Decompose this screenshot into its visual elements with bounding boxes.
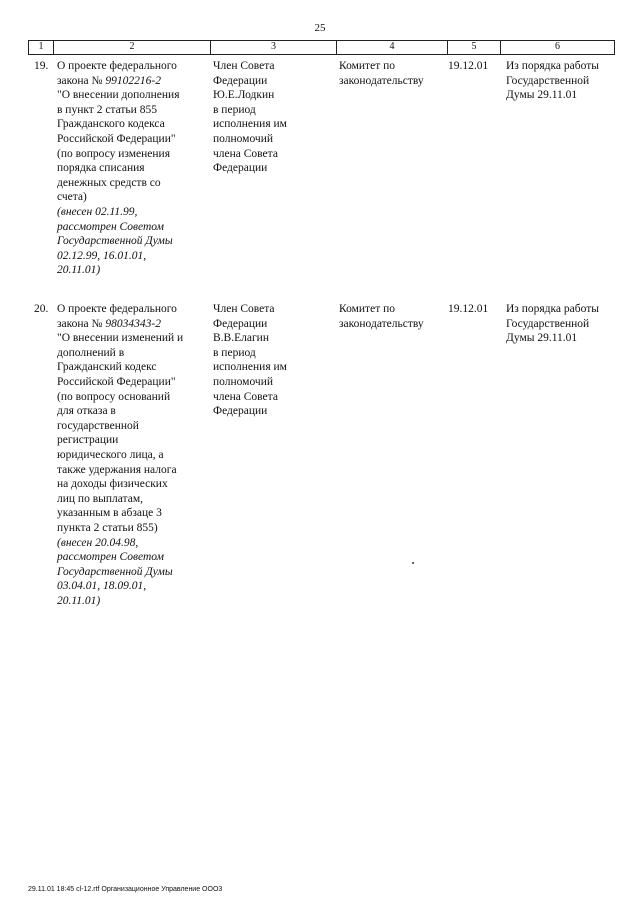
bill-title-cell — [53, 302, 210, 608]
bill-title-line: О проекте федерального — [57, 303, 177, 315]
bill-history-line: Государственной Думы — [57, 235, 173, 248]
sponsor-line: Ю.Е.Лодкин — [213, 89, 275, 102]
bill-title-line: Российской Федерации" — [57, 375, 176, 388]
bill-title-line: "О внесении изменений и — [57, 332, 184, 345]
sponsor-cell — [210, 59, 336, 278]
bill-title-line: лиц по выплатам, — [57, 492, 143, 505]
bill-title-line: Гражданский кодекс — [57, 361, 157, 374]
page-footer: 29.11.01 18:45 cl-12.rtf Организационное Управление ООО3 — [28, 886, 223, 893]
table-row — [28, 59, 614, 278]
bill-title-line: (по вопросу оснований — [57, 390, 171, 403]
sponsor-line: Член Совета — [213, 60, 275, 72]
committee-line: Комитет по — [339, 303, 395, 315]
sponsor-line: члена Совета — [213, 147, 278, 160]
committee-cell — [336, 59, 447, 278]
scan-speck — [412, 562, 414, 564]
bill-title-line: также удержания налога — [57, 463, 177, 476]
row-number: 19. — [34, 60, 49, 72]
sponsor-line: в период — [213, 103, 256, 116]
table-column-header-row — [28, 40, 615, 55]
bill-title-line: "О внесении дополнения — [57, 89, 180, 102]
bill-title-line: (по вопросу изменения — [57, 147, 171, 160]
bill-number-label: закона № — [57, 74, 106, 87]
bill-history-line: 20.11.01) — [57, 264, 101, 277]
committee-line: Комитет по — [339, 60, 395, 72]
date-cell: 19.12.01 — [448, 60, 489, 72]
bill-title-line: на доходы физических — [57, 478, 168, 491]
bill-title-line — [57, 317, 210, 332]
bill-title-line: в пункт 2 статьи 855 — [57, 103, 157, 116]
bill-title-line: счета) — [57, 191, 87, 204]
status-line: Думы 29.11.01 — [506, 89, 578, 102]
bill-title-line: денежных средств со — [57, 176, 161, 189]
bill-title-line: для отказа в — [57, 405, 116, 418]
sponsor-line: исполнения им — [213, 118, 287, 131]
committee-cell — [336, 302, 447, 608]
column-header-1: 1 — [29, 41, 54, 54]
status-cell — [500, 302, 614, 608]
bill-title-line: дополнений в — [57, 346, 125, 359]
committee-line: законодательству — [339, 74, 424, 87]
bill-history-line: рассмотрен Советом — [57, 220, 164, 233]
sponsor-cell — [210, 302, 336, 608]
page-number: 25 — [314, 22, 326, 34]
status-cell — [500, 59, 614, 278]
status-line: Думы 29.11.01 — [506, 332, 578, 345]
sponsor-line: полномочий — [213, 375, 273, 388]
column-header-4: 4 — [337, 41, 448, 54]
bill-title-line: Гражданского кодекса — [57, 118, 165, 131]
sponsor-line: Федерации — [213, 74, 268, 87]
column-header-6: 6 — [501, 41, 615, 54]
bill-title-line: порядка списания — [57, 162, 145, 175]
table-row — [28, 302, 614, 608]
bill-number: 98034343-2 — [105, 317, 161, 330]
column-header-3: 3 — [211, 41, 337, 54]
bill-title-line: О проекте федерального — [57, 60, 177, 72]
sponsor-line: Федерации — [213, 162, 268, 175]
bill-title-line: указанным в абзаце 3 — [57, 507, 162, 520]
sponsor-line: в период — [213, 346, 256, 359]
sponsor-line: исполнения им — [213, 361, 287, 374]
bill-history-line: (внесен 20.04.98, — [57, 536, 139, 549]
bill-title-line: пункта 2 статьи 855) — [57, 521, 158, 534]
bill-title-line: юридического лица, а — [57, 448, 164, 461]
sponsor-line: Федерации — [213, 317, 268, 330]
bill-history-line: (внесен 02.11.99, — [57, 205, 138, 218]
bill-title-line: регистрации — [57, 434, 119, 447]
bill-history-line: рассмотрен Советом — [57, 551, 164, 564]
bill-history-line: Государственной Думы — [57, 565, 173, 578]
column-header-2: 2 — [54, 41, 211, 54]
date-cell: 19.12.01 — [448, 303, 489, 315]
bill-title-line: Российской Федерации" — [57, 132, 176, 145]
bill-title-line: государственной — [57, 419, 139, 432]
row-number: 20. — [34, 303, 49, 315]
bill-history-line: 20.11.01) — [57, 594, 101, 607]
committee-line: законодательству — [339, 317, 424, 330]
bill-number-label: закона № — [57, 317, 106, 330]
status-line: Из порядка работы — [506, 60, 599, 72]
status-line: Государственной — [506, 317, 590, 330]
sponsor-line: В.В.Елагин — [213, 332, 269, 345]
column-header-5: 5 — [448, 41, 501, 54]
sponsor-line: полномочий — [213, 132, 273, 145]
bill-history-line: 03.04.01, 18.09.01, — [57, 580, 147, 593]
bill-title-line — [57, 74, 210, 89]
sponsor-line: члена Совета — [213, 390, 278, 403]
bill-title-cell — [53, 59, 210, 278]
status-line: Из порядка работы — [506, 303, 599, 315]
sponsor-line: Федерации — [213, 405, 268, 418]
status-line: Государственной — [506, 74, 590, 87]
bill-number: 99102216-2 — [105, 74, 161, 87]
bill-history-line: 02.12.99, 16.01.01, — [57, 249, 147, 262]
sponsor-line: Член Совета — [213, 303, 275, 315]
